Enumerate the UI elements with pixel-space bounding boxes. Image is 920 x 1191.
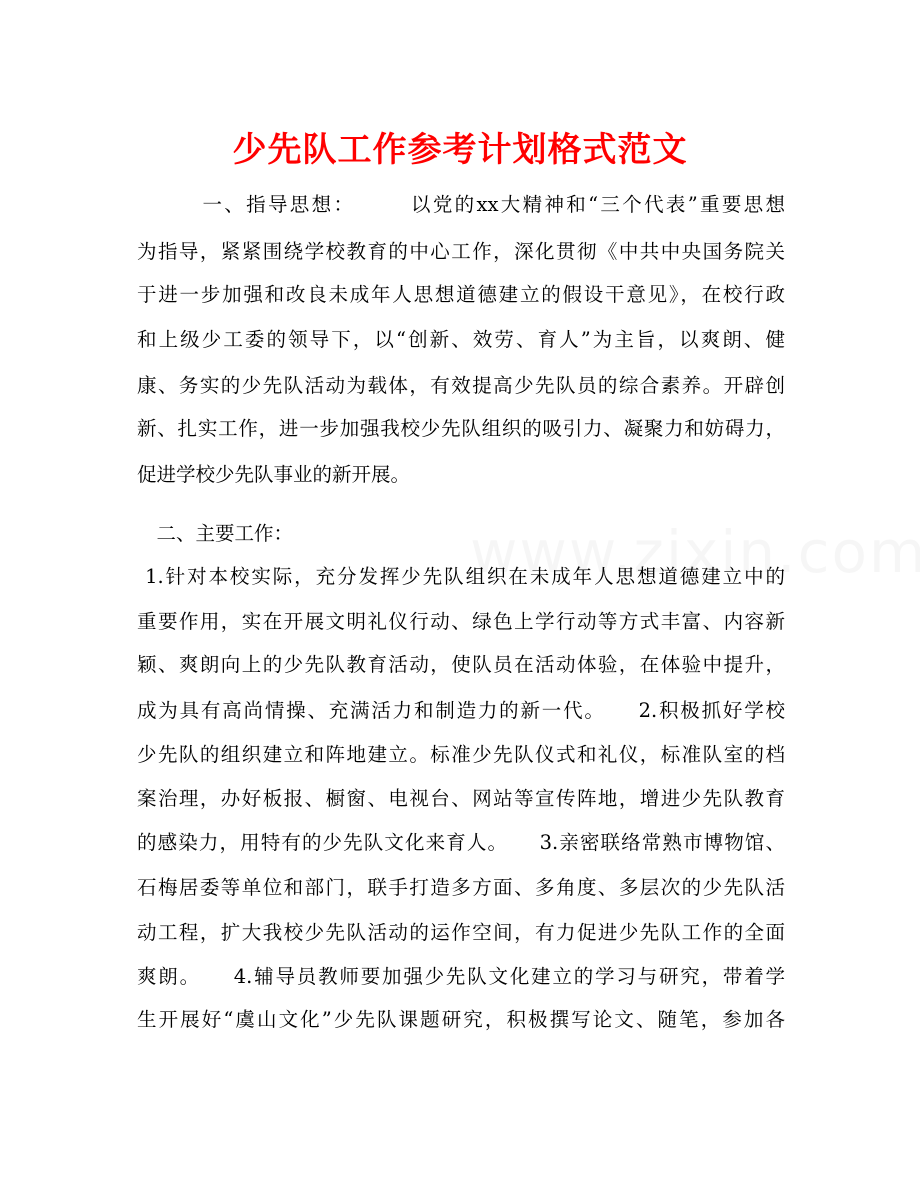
paragraph-line: 的感染力，用特有的少先队文化来育人。 3.亲密联络常熟市博物馆、: [137, 831, 785, 854]
paragraph-line: 动工程，扩大我校少先队活动的运作空间，有力促进少先队工作的全面: [137, 921, 785, 944]
paragraph-line: 生开展好“虞山文化”少先队课题研究，积极撰写论文、随笔，参加各: [137, 1008, 785, 1031]
paragraph-line: 于进一步加强和改良未成年人思想道德建立的假设干意见》，在校行政: [137, 283, 785, 306]
paragraph-line: 1.针对本校实际，充分发挥少先队组织在未成年人思想道德建立中的: [137, 565, 785, 588]
paragraph-line: 成为具有高尚情操、充满活力和制造力的新一代。 2.积极抓好学校: [137, 699, 785, 722]
paragraph-line: 颖、爽朗向上的少先队教育活动，使队员在活动体验，在体验中提升，: [137, 653, 785, 676]
paragraph-line: 案治理，办好板报、橱窗、电视台、网站等宣传阵地，增进少先队教育: [137, 787, 785, 810]
paragraph-line: 重要作用，实在开展文明礼仪行动、绿色上学行动等方式丰富、内容新: [137, 610, 785, 633]
paragraph-line: 为指导，紧紧围绕学校教育的中心工作，深化贯彻《中共中央国务院关: [137, 240, 785, 263]
paragraph-line: 一、指导思想： 以党的xx大精神和“三个代表”重要思想: [137, 193, 785, 216]
paragraph-line: 爽朗。 4.辅导员教师要加强少先队文化建立的学习与研究，带着学: [137, 965, 785, 988]
paragraph-line: 促进学校少先队事业的新开展。: [137, 463, 411, 486]
paragraph-line: 和上级少工委的领导下，以“创新、效劳、育人”为主旨，以爽朗、健: [137, 328, 785, 351]
section-heading: 二、主要工作：: [137, 522, 294, 545]
document-title: 少先队工作参考计划格式范文: [232, 130, 688, 170]
paragraph-line: 新、扎实工作，进一步加强我校少先队组织的吸引力、凝聚力和妨碍力，: [137, 417, 785, 440]
paragraph-line: 康、务实的少先队活动为载体，有效提高少先队员的综合素养。开辟创: [137, 374, 785, 397]
paragraph-line: 少先队的组织建立和阵地建立。标准少先队仪式和礼仪，标准队室的档: [137, 743, 785, 766]
paragraph-line: 石梅居委等单位和部门，联手打造多方面、多角度、多层次的少先队活: [137, 876, 785, 899]
